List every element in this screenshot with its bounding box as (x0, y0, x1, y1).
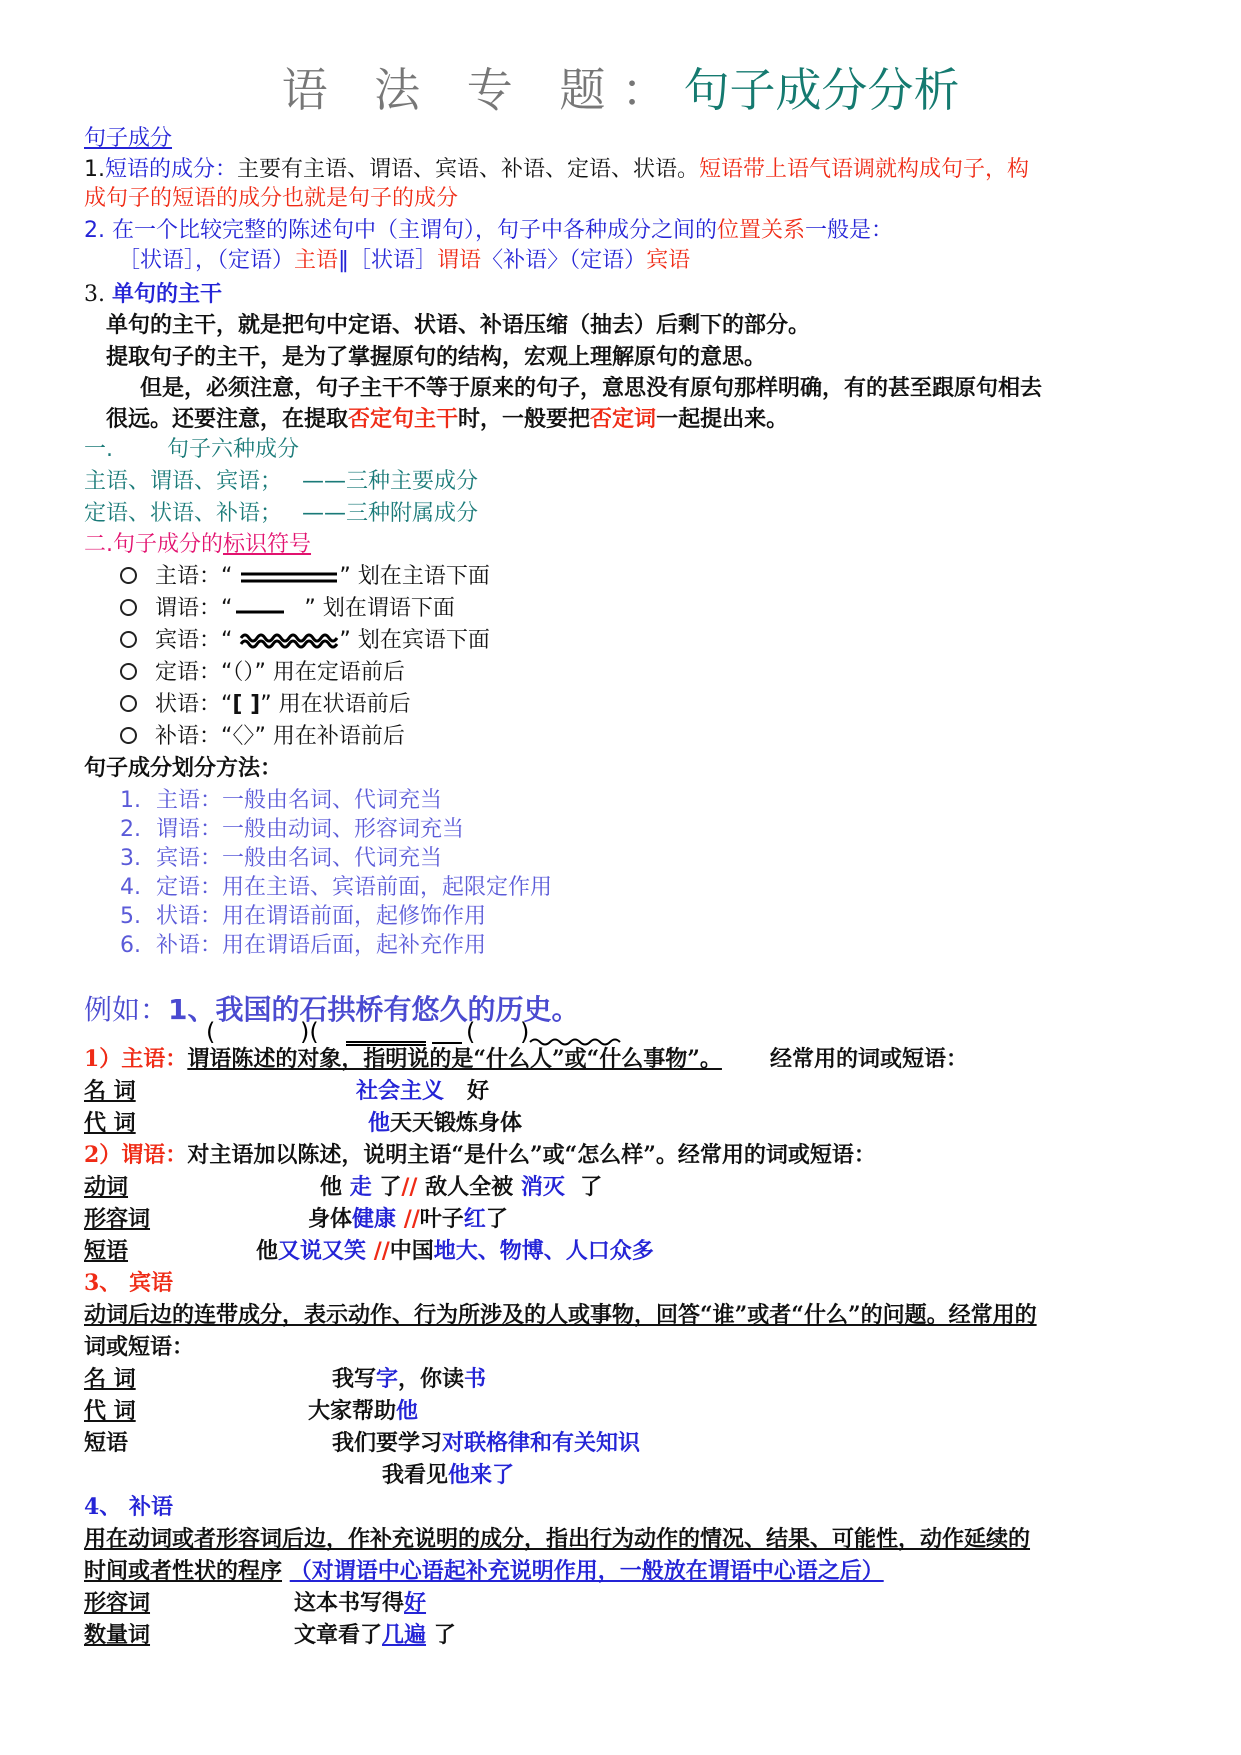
object-def-text: 动词后边的连带成分，表示动作、行为所涉及的人或事物，回答“谁”或者“什么”的问题。经常用的 (84, 1302, 1037, 1328)
method-num: 1. (120, 788, 141, 813)
method-text: 补语：用在谓语后面，起补充作用 (156, 933, 487, 958)
highlight: 他 (396, 1398, 419, 1424)
bracket-mark: [ ] (232, 692, 261, 717)
page-title (0, 60, 1241, 120)
formula-object: 宾语 (646, 248, 691, 273)
method-num: 6. (120, 933, 141, 958)
single-underline-mark (232, 599, 304, 619)
method-text: 主语：一般由名词、代词充当 (156, 788, 443, 813)
predicate-heading: 2）谓语： (84, 1142, 188, 1168)
marker-name: 宾语： (155, 628, 222, 653)
text: 中国 (389, 1238, 434, 1264)
predicate-row-key: 短语 (84, 1238, 129, 1264)
text: 文章看了 (294, 1622, 383, 1648)
method-item (120, 931, 486, 960)
subject-row-key: 代 词 (84, 1110, 136, 1136)
para-3-line-2: 提取句子的主干，是为了掌握原句的结构，宏观上理解原句的意思。 (106, 344, 767, 370)
formula-part-e: 〈补语〉（定语） (481, 248, 647, 273)
para-3-text-c: 时，一般要把 (458, 406, 591, 432)
predicate-row-key: 形容词 (84, 1206, 151, 1232)
highlight: 好 (404, 1590, 427, 1616)
text: 他 (320, 1174, 343, 1200)
para-2-red: 位置关系 (717, 218, 806, 243)
complement-def-2 (84, 1556, 884, 1586)
marker-item-complement (120, 722, 405, 752)
method-item (120, 815, 464, 844)
object-row-example (332, 1364, 486, 1394)
section-1-heading (84, 435, 299, 465)
open-quote: “ (221, 692, 233, 717)
marker-desc: ” 划在宾语下面 (339, 628, 490, 653)
predicate-definition (84, 1140, 876, 1171)
para-3-red-a: 否定句主干 (348, 406, 459, 432)
angle-mark: 〈〉 (232, 724, 255, 749)
para-1-label: 短语的成分： (105, 157, 238, 182)
method-text: 状语：用在谓语前面，起修饰作用 (156, 904, 487, 929)
marker-name: 定语： (155, 660, 222, 685)
para-3-label: 单句的主干 (112, 281, 223, 307)
para-3-num: 3. (84, 282, 105, 307)
marker-name: 谓语： (155, 596, 222, 621)
svg-text:)(: )( (300, 1018, 319, 1046)
main-parts-list: 主语、谓语、宾语； (84, 469, 283, 494)
para-2-line-1 (84, 216, 893, 246)
subject-highlight: 他 (368, 1110, 391, 1136)
highlight: 走 (349, 1174, 372, 1200)
highlight: 又说又笑 (278, 1238, 367, 1264)
subject-rest: 天天锻炼身体 (390, 1110, 523, 1136)
predicate-row-example (256, 1236, 654, 1266)
example-text: 1、我国的石拱桥有悠久的历史。 (168, 993, 580, 1026)
highlight: 书 (464, 1366, 487, 1392)
subject-row-example (368, 1108, 522, 1138)
highlight: 消灭 (520, 1174, 565, 1200)
para-1-num: 1. (84, 157, 105, 182)
text: 这本书写得 (294, 1590, 405, 1616)
svg-text:): ) (520, 1018, 530, 1046)
object-row-example (382, 1460, 514, 1490)
bullet-circle-icon (120, 599, 137, 616)
marker-item-subject (120, 562, 490, 592)
method-num: 4. (120, 875, 141, 900)
subject-highlight: 社会主义 (356, 1078, 445, 1104)
object-row-example (308, 1396, 418, 1426)
complement-def-1 (84, 1524, 1030, 1554)
method-text: 定语：用在主语、宾语前面，起限定作用 (156, 875, 553, 900)
marker-name: 主语： (155, 564, 222, 589)
formula-part-a: ［状语］，（定语） (118, 248, 295, 273)
bullet-circle-icon (120, 727, 137, 744)
section-2-title-b: 标识符号 (223, 532, 312, 557)
formula-part-c: ‖［状语］ (338, 248, 438, 273)
highlight: 红 (463, 1206, 486, 1232)
highlight: 地大、物博、人口众多 (433, 1238, 654, 1264)
subject-definition (84, 1044, 968, 1075)
object-heading: 3、 宾语 (84, 1270, 173, 1296)
text: 大家帮助 (308, 1398, 397, 1424)
separator: // (401, 1174, 418, 1200)
text: 他 (256, 1238, 279, 1264)
bullet-circle-icon (120, 631, 137, 648)
para-3-text-a: 很远。还要注意，在提取 (106, 406, 349, 432)
para-3-heading (84, 279, 222, 310)
main-parts-line (84, 467, 478, 497)
subject-rest: 好 (467, 1078, 490, 1104)
marker-item-adverbial (120, 690, 411, 720)
text: 了 (485, 1206, 508, 1232)
method-item (120, 873, 552, 902)
title-prefix: 语 法 专 题： (281, 63, 684, 117)
marker-item-predicate (120, 594, 455, 624)
marker-item-attribute (120, 658, 405, 688)
open-quote: “ (221, 628, 233, 653)
predicate-def: 对主语加以陈述，说明主语“是什么”或“怎么样”。经常用的词或短语： (187, 1142, 876, 1168)
complement-row-key: 数量词 (84, 1622, 151, 1648)
subject-heading: 1）主语： (84, 1046, 188, 1072)
predicate-row-key: 动词 (84, 1174, 129, 1200)
text: 身体 (308, 1206, 353, 1232)
formula-subject: 主语 (294, 248, 339, 273)
para-1-text: 主要有主语、谓语、宾语、补语、定语、状语。 (237, 157, 700, 182)
subject-row-example (356, 1076, 489, 1106)
para-2-text-b: 一般是： (805, 218, 894, 243)
example-analysis-marks (200, 1010, 640, 1046)
sub-parts-list: 定语、状语、补语； (84, 501, 283, 526)
subject-tail: 经常用的词或短语： (769, 1046, 968, 1072)
svg-text:(: ( (206, 1018, 216, 1046)
predicate-row-example (308, 1204, 508, 1234)
method-num: 3. (120, 846, 141, 871)
separator: // (373, 1238, 390, 1264)
predicate-row-example (320, 1172, 602, 1202)
paren-mark: （） (232, 660, 255, 685)
para-1-line-1 (84, 155, 1029, 185)
subject-row-key: 名 词 (84, 1078, 136, 1104)
text: 敌人全被 (425, 1174, 514, 1200)
marker-name: 状语： (155, 692, 222, 717)
highlight: 他来了 (448, 1462, 515, 1488)
text: 了 (379, 1174, 402, 1200)
method-text: 宾语：一般由名词、代词充当 (156, 846, 443, 871)
object-row-key: 代 词 (84, 1398, 136, 1424)
para-3-red-b: 否定词 (590, 406, 657, 432)
svg-text:(: ( (466, 1018, 476, 1046)
bullet-circle-icon (120, 695, 137, 712)
bullet-circle-icon (120, 567, 137, 584)
example-label: 例如： (84, 993, 169, 1026)
object-row-example (332, 1428, 640, 1458)
complement-def-text: 用在动词或者形容词后边，作补充说明的成分，指出行为动作的情况、结果、可能性，动作延续的 (84, 1526, 1031, 1552)
method-item (120, 786, 442, 815)
double-underline-mark (239, 567, 339, 587)
highlight: 几遍 (382, 1622, 427, 1648)
separator: // (403, 1206, 420, 1232)
complement-row-example (294, 1588, 426, 1618)
para-3-text-e: 一起提出来。 (656, 406, 789, 432)
marker-desc: ” 用在状语前后 (260, 692, 411, 717)
complement-row-key: 形容词 (84, 1590, 151, 1616)
marker-desc: ” 划在主语下面 (339, 564, 490, 589)
object-row-key: 名 词 (84, 1366, 136, 1392)
sub-parts-note: ——三种附属成分 (302, 501, 479, 526)
method-text: 谓语：一般由动词、形容词充当 (156, 817, 465, 842)
text: 叶子 (419, 1206, 464, 1232)
highlight: 字 (376, 1366, 399, 1392)
marker-desc: ” 用在补语前后 (254, 724, 405, 749)
sub-parts-line (84, 499, 478, 529)
text: ，你读 (398, 1366, 465, 1392)
object-def-1 (84, 1300, 1037, 1330)
marker-name: 补语： (155, 724, 222, 749)
highlight: 健康 (352, 1206, 397, 1232)
section-1-title: 句子六种成分 (167, 437, 300, 462)
para-1-red-1: 短语带上语气语调就构成句子，构 (699, 157, 1030, 182)
formula-predicate: 谓语 (437, 248, 482, 273)
section-heading-sentence-parts: 句子成分 (84, 126, 173, 151)
highlight: 对联格律和有关知识 (442, 1430, 641, 1456)
open-quote: “ (221, 660, 233, 685)
object-def-2: 词或短语： (84, 1334, 195, 1360)
complement-row-example (294, 1620, 456, 1650)
complement-def-note: （对谓语中心语起补充说明作用，一般放在谓语中心语之后） (289, 1558, 884, 1584)
marker-desc: ” 划在谓语下面 (304, 596, 455, 621)
method-num: 2. (120, 817, 141, 842)
text: 了 (433, 1622, 456, 1648)
section-2-heading (84, 530, 311, 560)
method-heading: 句子成分划分方法： (84, 756, 283, 781)
para-2-text-a: 2. 在一个比较完整的陈述句中（主谓句），句子中各种成分之间的 (84, 218, 717, 243)
para-1-line-2: 成句子的短语的成分也就是句子的成分 (84, 186, 459, 211)
subject-def: 谓语陈述的对象，指明说的是“什么人”或“什么事物”。 (187, 1046, 722, 1072)
open-quote: “ (221, 564, 233, 589)
wavy-underline-mark (239, 630, 339, 652)
para-3-line-4 (106, 404, 788, 434)
section-2-title-a: 二.句子成分的 (84, 532, 223, 557)
title-main: 句子成分分析 (683, 63, 960, 117)
bullet-circle-icon (120, 663, 137, 680)
marker-item-object (120, 626, 490, 656)
marker-desc: ” 用在定语前后 (254, 660, 405, 685)
method-num: 5. (120, 904, 141, 929)
text: 我写 (332, 1366, 377, 1392)
section-1-num: 一. (84, 437, 113, 462)
complement-heading: 4、 补语 (84, 1494, 173, 1520)
complement-def-text: 时间或者性状的程序 (84, 1558, 283, 1584)
sentence-formula (118, 246, 690, 276)
text: 我们要学习 (332, 1430, 443, 1456)
main-parts-note: ——三种主要成分 (302, 469, 479, 494)
para-3-line-3: 但是，必须注意，句子主干不等于原来的句子，意思没有原句那样明确，有的甚至跟原句相去 (140, 375, 1043, 401)
para-3-line-1: 单句的主干，就是把句中定语、状语、补语压缩（抽去）后剩下的部分。 (106, 312, 811, 338)
open-quote: “ (221, 596, 233, 621)
text: 了 (580, 1174, 603, 1200)
method-item (120, 844, 442, 873)
object-row-key: 短语 (84, 1430, 129, 1456)
method-item (120, 902, 486, 931)
text: 我看见 (382, 1462, 449, 1488)
open-quote: “ (221, 724, 233, 749)
